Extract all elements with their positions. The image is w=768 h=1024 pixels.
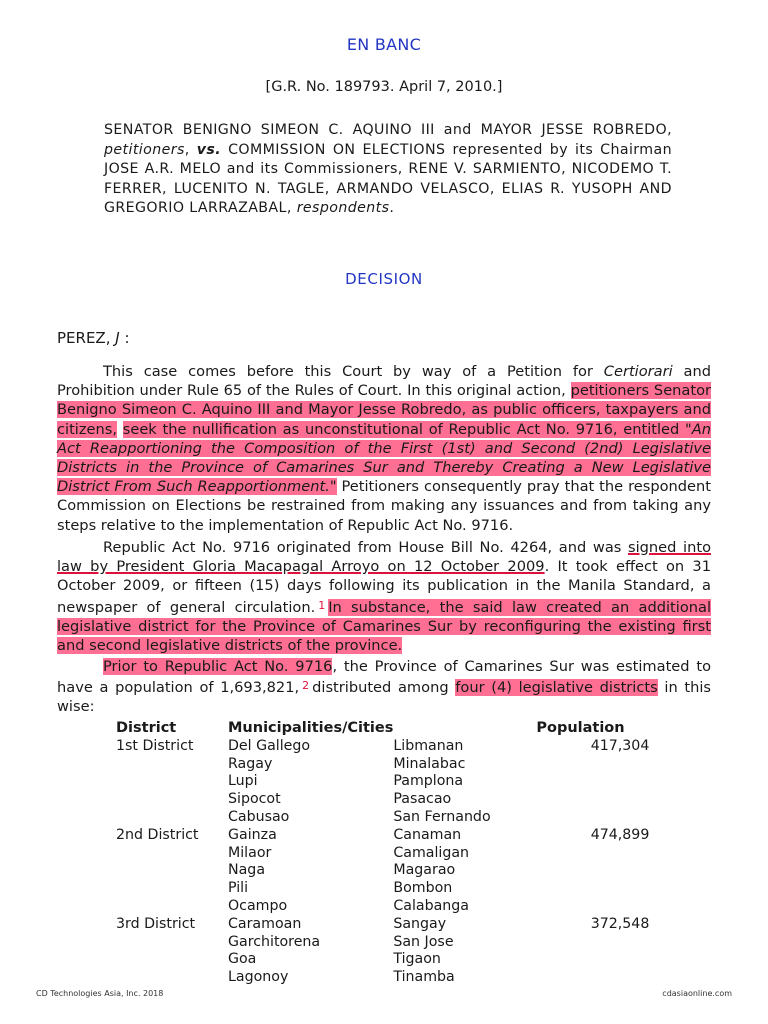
cell-district — [116, 951, 228, 969]
cell-population: 417,304 — [590, 737, 650, 754]
footer-publisher: CD Technologies Asia, Inc. 2018 — [36, 989, 164, 998]
cell-district — [116, 934, 228, 952]
footnote-2-link[interactable]: 2 — [302, 679, 310, 693]
table-header-row — [116, 720, 649, 738]
table-row — [116, 773, 649, 791]
cell-municipality-b: Minalabac — [393, 755, 466, 772]
table-row — [116, 756, 649, 774]
cell-municipality-b: Tigaon — [393, 951, 441, 968]
p3-highlight-2[interactable]: four (4) legislative districts — [455, 679, 658, 697]
cell-municipality-b: Bombon — [393, 880, 453, 897]
table-row — [116, 916, 649, 934]
cell-municipality-a: Lupi — [228, 773, 258, 790]
p2-text-b: . It took effect on 31 October 2009, or fifteen (15) days following its publication in the Manila Standard, a newspaper of general circulation. — [57, 558, 711, 616]
cell-municipality-b: Camaligan — [393, 844, 470, 861]
p1-highlight-1[interactable]: petitioners Senator Benigno Simeon C. Aquino III and Mayor Jesse Robredo, as public officers, taxpayers and citizens, — [57, 382, 712, 438]
cell-district — [116, 898, 228, 916]
cell-municipality-a: Lagonoy — [228, 969, 289, 986]
cell-municipality-a: Gainza — [228, 826, 277, 843]
paragraph-1 — [57, 362, 711, 535]
cell-municipality-a: Ragay — [228, 755, 273, 772]
p1-text-b: and Prohibition under Rule 65 of the Rules of Court. In this original action, — [57, 363, 711, 400]
respondents-label: respondents — [296, 200, 390, 216]
header-district: District — [116, 720, 177, 736]
cell-municipality-a: Pili — [228, 880, 249, 897]
header-population: Population — [536, 720, 625, 736]
paragraph-2 — [57, 538, 711, 655]
p1-highlight-2-text: seek the nullification as unconstitutional of Republic Act No. 9716, entitled — [122, 420, 680, 438]
cell-municipality-b: Sangay — [393, 915, 447, 932]
table-row — [116, 845, 649, 863]
cell-municipality-a: Naga — [228, 862, 266, 879]
table-row — [116, 827, 649, 845]
table-row — [116, 809, 649, 827]
cell-municipality-b: Magarao — [393, 862, 456, 879]
cell-municipality-a: Ocampo — [228, 897, 288, 914]
table-row — [116, 898, 649, 916]
cell-municipality-a: Sipocot — [228, 791, 281, 808]
decision-heading: DECISION — [345, 270, 423, 288]
cell-municipality-b: Pasacao — [393, 791, 452, 808]
cell-population — [536, 934, 649, 952]
cell-municipality-a: Caramoan — [228, 915, 302, 932]
cell-municipality-b: San Jose — [393, 933, 454, 950]
table-row — [116, 969, 649, 987]
cell-population — [536, 862, 649, 880]
cell-district: 2nd District — [116, 826, 199, 843]
header-municipalities-cont — [393, 720, 536, 738]
cell-population — [536, 845, 649, 863]
cell-municipality-b: Canaman — [393, 826, 462, 843]
cell-district: 3rd District — [116, 915, 196, 932]
cell-municipality-b: Calabanga — [393, 897, 469, 914]
table-row — [116, 862, 649, 880]
table-row — [116, 934, 649, 952]
footer-website: cdasiaonline.com — [662, 989, 732, 998]
footnote-1-link[interactable]: 1 — [318, 598, 326, 612]
p3-text-a: , the Province of Camarines Sur was estimated to have a population of 1,693,821, — [57, 658, 711, 697]
case-parties: SENATOR BENIGNO SIMEON C. AQUINO III and MAYOR JESSE ROBREDO, petitioners, vs. COMMISSION ON ELECTIONS represented by its Chairman JOSE A.R. MELO and its Commissioners, RENE V. SARMIENTO, NICODEMO T. FERRER, LUCENITO N. TAGLE, ARMANDO VELASCO, ELIAS R. YUSOPH AND GREGORIO LARRAZABAL, respondents. — [104, 122, 672, 216]
ponente-title: J — [115, 329, 120, 347]
cell-population — [536, 898, 649, 916]
p2-text-a: Republic Act No. 9716 originated from House Bill No. 4264, and was — [103, 539, 622, 556]
p1-text-a: This case comes before this Court by way of a Petition for — [103, 363, 593, 380]
cell-district — [116, 880, 228, 898]
cell-district — [116, 845, 228, 863]
parties-petitioners: SENATOR BENIGNO SIMEON C. AQUINO III and MAYOR JESSE ROBREDO, — [104, 122, 672, 138]
versus-label: vs. — [196, 141, 222, 158]
cell-district — [116, 862, 228, 880]
case-number: [G.R. No. 189793. April 7, 2010.] — [265, 79, 503, 95]
parties-respondents: COMMISSION ON ELECTIONS represented by its Chairman JOSE A.R. MELO and its Commissioners, RENE V. SARMIENTO, NICODEMO T. FERRER, LUCENITO N. TAGLE, ARMANDO VELASCO, ELIAS R. YUSOPH AND GREGORIO LARRAZABAL, — [104, 141, 672, 216]
cell-district — [116, 773, 228, 791]
cell-population — [536, 773, 649, 791]
cell-municipality-b: Libmanan — [393, 737, 464, 754]
table-body — [116, 738, 649, 987]
cell-district — [116, 756, 228, 774]
cell-population: 474,899 — [590, 826, 650, 843]
cell-district: 1st District — [116, 737, 194, 754]
p1-act-title: "An Act Reapportioning the Composition of the First (1st) and Second (2nd) Legislative Districts in the Province of Camarines Sur and Thereby Creating a New Legislative District From Such Reapportionment." — [57, 420, 711, 496]
cell-municipality-a: Cabusao — [228, 808, 290, 825]
cell-population — [536, 756, 649, 774]
p1-certiorari: Certiorari — [603, 363, 673, 380]
p2-underline[interactable]: signed into law by President Gloria Macapagal Arroyo on 12 October 2009 — [57, 539, 712, 576]
p3-text-b: distributed among — [312, 679, 449, 697]
cell-population — [536, 809, 649, 827]
table-row — [116, 951, 649, 969]
cell-population — [536, 791, 649, 809]
cell-municipality-b: San Fernando — [393, 808, 491, 825]
court-division: EN BANC — [346, 35, 422, 54]
header-municipalities: Municipalities/Cities — [228, 720, 394, 736]
cell-population — [536, 951, 649, 969]
cell-population — [536, 880, 649, 898]
cell-municipality-a: Milaor — [228, 844, 272, 861]
cell-district — [116, 791, 228, 809]
p3-text-c: in this wise: — [57, 679, 712, 716]
paragraph-3 — [57, 657, 711, 717]
cell-municipality-a: Del Gallego — [228, 737, 311, 754]
petitioners-label: petitioners — [104, 141, 185, 158]
cell-municipality-a: Goa — [228, 951, 257, 968]
cell-district — [116, 969, 228, 987]
cell-population — [536, 969, 649, 987]
district-table — [116, 720, 649, 987]
ponente: PEREZ, J : — [57, 329, 130, 347]
cell-municipality-a: Garchitorena — [228, 933, 321, 950]
table-row — [116, 880, 649, 898]
cell-municipality-b: Pamplona — [393, 773, 464, 790]
p2-highlight[interactable]: In substance, the said law created an additional legislative district for the Province of Camarines Sur by reconfiguring the existing first and second legislative districts of the province. — [57, 598, 711, 655]
p1-text-c: Petitioners consequently pray that the respondent Commission on Elections be restrained from making any issuances and from taking any steps relative to the implementation of Republic Act No. 9716. — [57, 478, 711, 534]
p3-highlight-1[interactable]: Prior to Republic Act No. 9716 — [103, 658, 333, 675]
ponente-name: PEREZ, — [57, 329, 111, 347]
table-row — [116, 738, 649, 756]
cell-municipality-b: Tinamba — [393, 969, 455, 986]
table-row — [116, 791, 649, 809]
cell-population: 372,548 — [590, 915, 650, 932]
cell-district — [116, 809, 228, 827]
